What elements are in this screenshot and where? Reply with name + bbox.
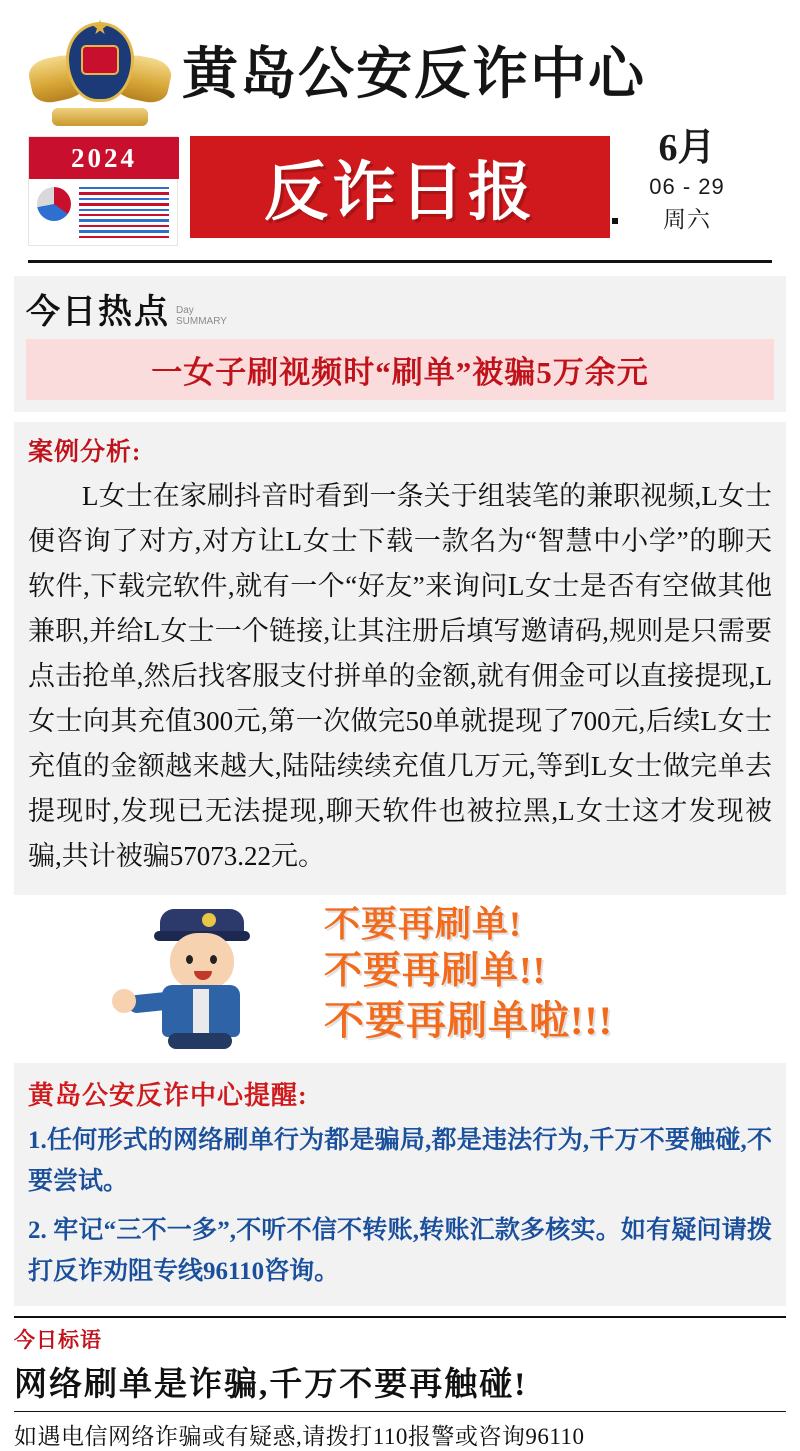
- police-officer-illustration: [134, 909, 284, 1049]
- police-emblem-icon: ★: [30, 16, 170, 126]
- page-title: 黄岛公安反诈中心: [182, 44, 646, 106]
- date-day: 06 - 29: [649, 174, 725, 199]
- hot-topic-label: 今日热点: [26, 294, 170, 331]
- footer-section: [14, 1316, 786, 1451]
- bar-lines-icon: [79, 185, 169, 241]
- header-divider: [28, 260, 772, 263]
- case-analysis-body: L女士在家刷抖音时看到一条关于组装笔的兼职视频,L女士便咨询了对方,对方让L女士下载一款名为“智慧中小学”的聊天软件,下载完软件,就有一个“好友”来询问L女士是否有空做其他兼职,并给L女士一个链接,让其注册后填写邀请码,规则是只需要点击抢单,然后找客服支付拼单的金额,就有佣金可以直接提现,L女士向其充值300元,第一次做完50单就提现了700元,后续L女士充值的金额越来越大,陆陆续续充值几万元,等到L女士做完单去提现时,发现已无法提现,聊天软件也被拉黑,L女士这才发现被骗,共计被骗57073.22元。: [28, 481, 772, 871]
- warning-slogan-line-2: 不要再刷单!!: [324, 950, 547, 992]
- year-statistics-box: [28, 136, 178, 246]
- mini-chart-graphic: [29, 179, 177, 247]
- case-analysis-section: [14, 422, 786, 895]
- reminder-item: 2. 牢记“三不一多”,不听不信不转账,转账汇款多核实。如有疑问请拨打反诈劝阻专线96110咨询。: [28, 1217, 772, 1285]
- warning-slogan-line-3: 不要再刷单啦!!!: [324, 998, 613, 1043]
- hot-topic-label-en: [176, 305, 227, 333]
- footer-slogan-text: 网络刷单是诈骗,千万不要再触碰!: [14, 1367, 528, 1403]
- warning-slogan: [324, 901, 794, 1047]
- reminder-section: [14, 1063, 786, 1306]
- reminder-title: 黄岛公安反诈中心提醒:: [28, 1081, 308, 1110]
- date-block: [602, 126, 772, 234]
- hot-topic-section: [14, 276, 786, 412]
- footer-hotline-note: 如遇电信网络诈骗或有疑惑,请拨打110报警或咨询96110: [14, 1411, 786, 1451]
- case-analysis-label: 案例分析:: [28, 439, 142, 466]
- hot-topic-label-en-line1: Day: [176, 305, 194, 316]
- bullet-dot-icon: [612, 218, 618, 224]
- hot-topic-label-en-line2: SUMMARY: [176, 316, 227, 327]
- date-month: 6月: [658, 127, 716, 169]
- daily-report-banner: [190, 136, 610, 238]
- reminder-item: 1.任何形式的网络刷单行为都是骗局,都是违法行为,千万不要触碰,不要尝试。: [28, 1127, 772, 1195]
- year-badge: 2024: [29, 137, 179, 179]
- header-banner-row: [14, 127, 786, 248]
- footer-slogan-label: 今日标语: [14, 1328, 102, 1352]
- poster-header: [14, 8, 786, 258]
- date-weekday-text: 周六: [663, 206, 711, 232]
- warning-slogan-line-1: 不要再刷单!: [324, 904, 522, 944]
- hot-topic-headline: 一女子刷视频时“刷单”被骗5万余元: [26, 339, 774, 400]
- pie-chart-icon: [37, 187, 71, 221]
- date-weekday: [602, 204, 772, 234]
- hot-topic-title: [26, 284, 774, 333]
- slogan-section: [14, 901, 786, 1061]
- daily-report-banner-text: 反诈日报: [264, 157, 536, 228]
